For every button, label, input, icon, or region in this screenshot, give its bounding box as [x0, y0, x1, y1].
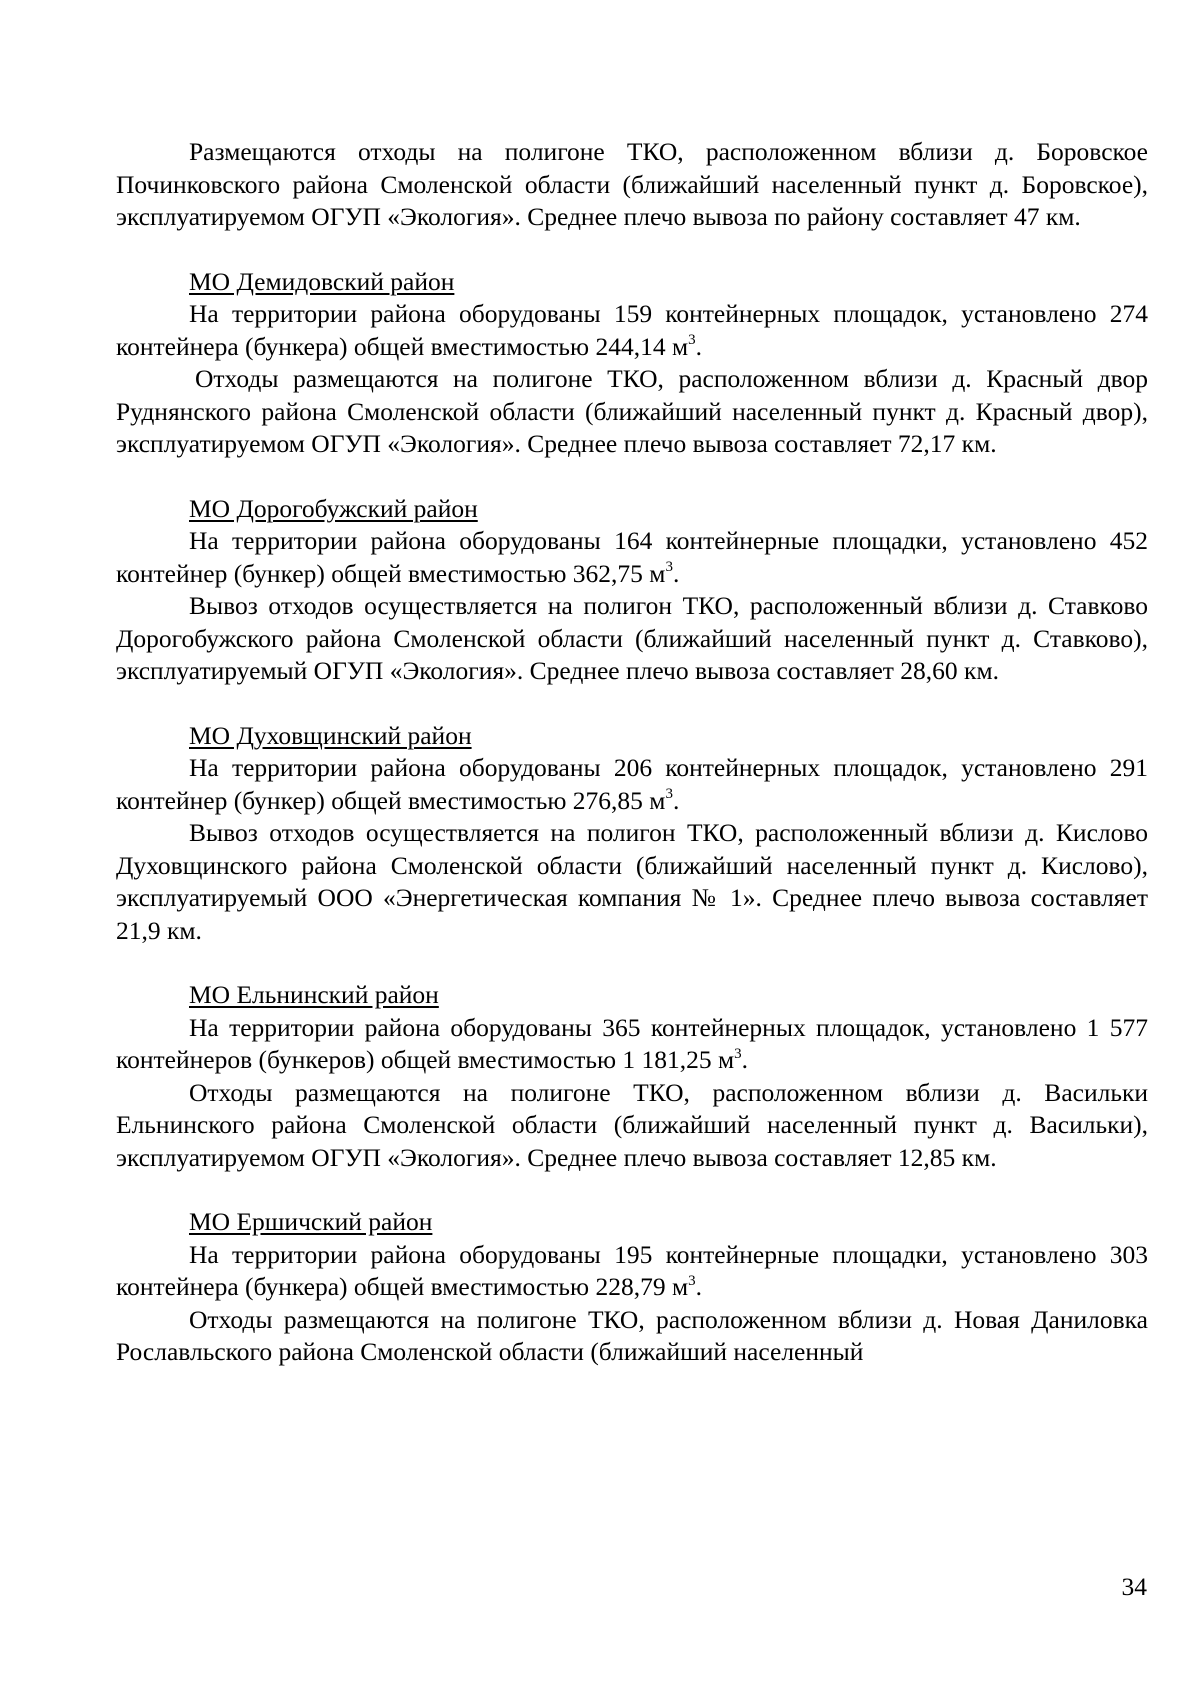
section-heading-text: МО Ершичский район	[189, 1207, 433, 1236]
section-elninsky	[116, 979, 1148, 1174]
period: .	[741, 1045, 749, 1074]
containers-text: На территории района оборудованы 159 контейнерных площадок, установлено 274 контейнера (бункера) общей вместимостью 244,14 м	[116, 299, 1148, 361]
containers-paragraph	[116, 1012, 1148, 1077]
section-heading-text: МО Демидовский район	[189, 266, 455, 296]
disposal-paragraph: Отходы размещаются на полигоне ТКО, расположенном вблизи д. Новая Даниловка Рославльского района Смоленской области (ближайший населенный	[116, 1304, 1148, 1366]
containers-paragraph	[116, 752, 1148, 817]
section-dorogobuzhsky	[116, 493, 1148, 688]
section-heading-text: МО Духовщинский район	[189, 720, 472, 750]
disposal-paragraph: Вывоз отходов осуществляется на полигон ТКО, расположенный вблизи д. Ставково Дорогобужского района Смоленской области (ближайший населенный пункт д. Ставково), эксплуатируемый ОГУП «Экология». Среднее плечо вывоза составляет 28,60 км.	[116, 591, 1148, 685]
containers-paragraph	[116, 1239, 1148, 1304]
page-number: 34	[1121, 1572, 1147, 1601]
period: .	[695, 331, 702, 361]
containers-paragraph	[116, 298, 1148, 363]
section-demidovsky	[116, 266, 1148, 461]
containers-text: На территории района оборудованы 365 контейнерных площадок, установлено 1 577 контейнеров (бункеров) общей вместимостью 1 181,25 м	[116, 1012, 1148, 1074]
section-heading	[116, 979, 1148, 1012]
section-heading-text: МО Ельнинский район	[189, 980, 439, 1009]
section-heading-text: МО Дорогобужский район	[189, 493, 478, 523]
cubic-superscript: 3	[688, 1272, 696, 1289]
section-heading	[116, 493, 1148, 526]
containers-paragraph	[116, 525, 1148, 590]
section-heading	[116, 720, 1148, 753]
section-ershichsky	[116, 1206, 1148, 1369]
disposal-paragraph: Отходы размещаются на полигоне ТКО, расположенном вблизи д. Красный двор Руднянского района Смоленской области (ближайший населенный пункт д. Красный двор), эксплуатируемом ОГУП «Экология». Среднее плечо вывоза составляет 72,17 км.	[116, 364, 1148, 458]
cubic-superscript: 3	[665, 559, 673, 575]
disposal-paragraph: Отходы размещаются на полигоне ТКО, расположенном вблизи д. Васильки Ельнинского района Смоленской области (ближайший населенный пункт д. Васильки), эксплуатируемом ОГУП «Экология». Среднее плечо вывоза составляет 12,85 км.	[116, 1077, 1148, 1172]
period: .	[695, 1272, 702, 1301]
disposal-paragraph: Вывоз отходов осуществляется на полигон ТКО, расположенный вблизи д. Кислово Духовщинского района Смоленской области (ближайший населенный пункт д. Кислово), эксплуатируемый ООО «Энергетическая компания № 1». Среднее плечо вывоза составляет 21,9 км.	[116, 818, 1148, 945]
containers-text: На территории района оборудованы 164 контейнерные площадки, установлено 452 контейнер (бункер) общей вместимостью 362,75 м	[116, 526, 1148, 588]
intro-paragraph: Размещаются отходы на полигоне ТКО, расположенном вблизи д. Боровское Починковского района Смоленской области (ближайший населенный пункт д. Боровское), эксплуатируемом ОГУП «Экология». Среднее плечо вывоза по району составляет 47 км.	[116, 137, 1148, 231]
section-heading	[116, 266, 1148, 299]
cubic-superscript: 3	[734, 1045, 742, 1062]
containers-text: На территории района оборудованы 195 контейнерные площадки, установлено 303 контейнера (бункера) общей вместимостью 228,79 м	[116, 1239, 1148, 1301]
page-content	[116, 136, 1148, 1369]
period: .	[672, 558, 680, 588]
cubic-superscript: 3	[665, 786, 673, 802]
section-heading	[116, 1206, 1148, 1239]
section-dukhovshchinsky	[116, 720, 1148, 948]
containers-text: На территории района оборудованы 206 контейнерных площадок, установлено 291 контейнер (бункер) общей вместимостью 276,85 м	[116, 753, 1148, 815]
period: .	[672, 785, 680, 815]
cubic-superscript: 3	[688, 332, 696, 348]
intro-section	[116, 136, 1148, 234]
